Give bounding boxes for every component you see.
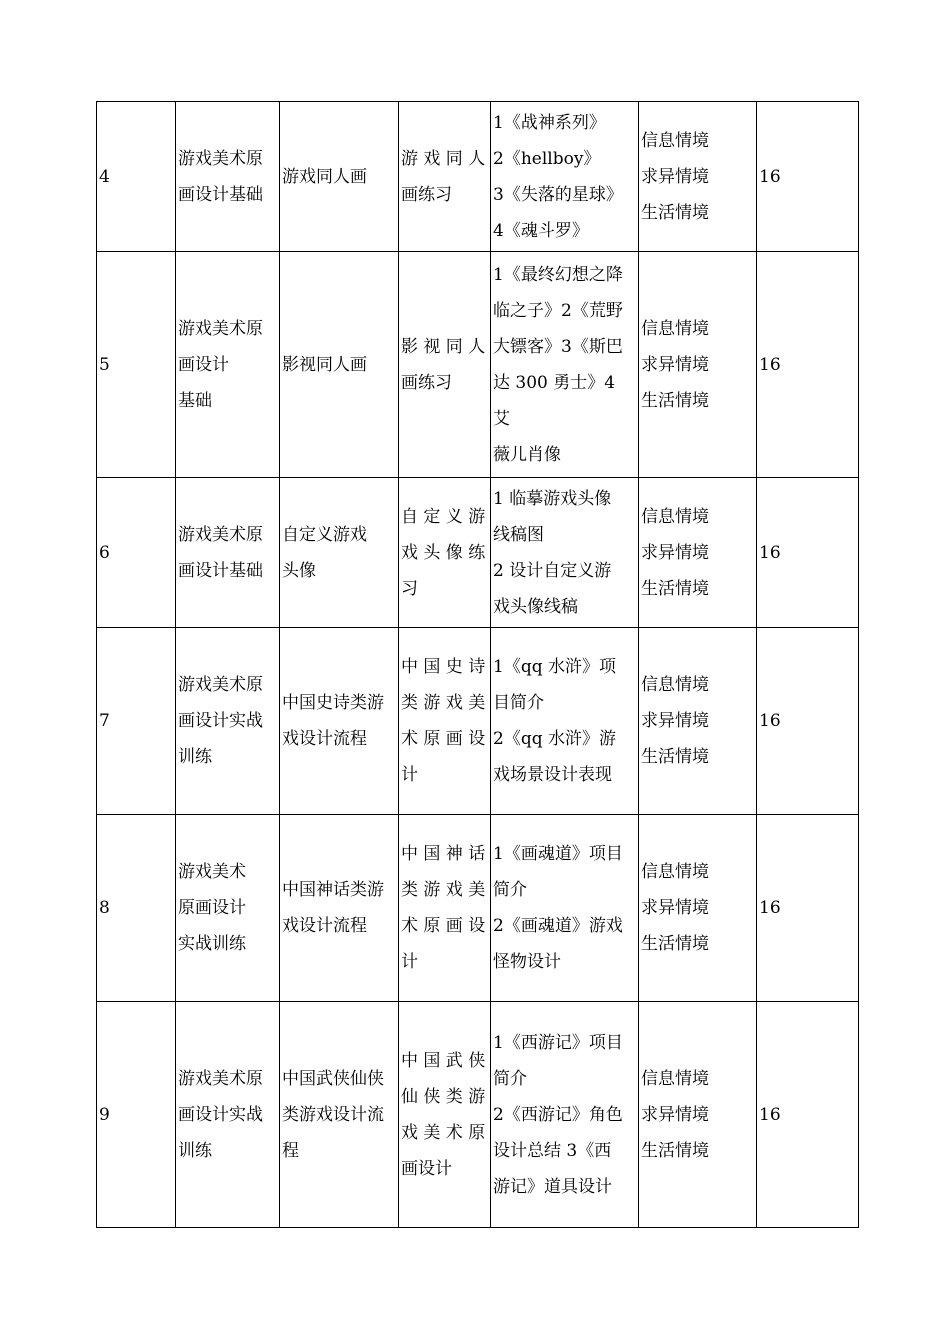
table-row bbox=[97, 252, 859, 478]
content-cell-line: 目简介 bbox=[493, 693, 544, 713]
context-cell-line: 生活情境 bbox=[641, 390, 709, 411]
topic-cell-line: 游戏同人画 bbox=[282, 166, 367, 187]
context-cell bbox=[639, 252, 757, 478]
practice-cell-line: 术 原 画 设 bbox=[401, 916, 486, 936]
context-cell-line: 生活情境 bbox=[641, 1140, 709, 1161]
practice-cell bbox=[399, 478, 491, 628]
table-row bbox=[97, 1002, 859, 1228]
content-cell-line: 临之子》2《荒野 bbox=[493, 300, 623, 321]
hours-cell: 16 bbox=[757, 815, 859, 1002]
context-cell-line: 生活情境 bbox=[641, 202, 709, 223]
topic-cell-line: 自定义游戏 bbox=[282, 524, 367, 545]
context-cell-line: 求异情境 bbox=[641, 1104, 709, 1125]
hours-cell: 16 bbox=[757, 102, 859, 252]
topic-cell-line: 中国神话类游 bbox=[282, 880, 384, 900]
practice-cell-line: 画练习 bbox=[401, 184, 452, 205]
row-number-cell: 5 bbox=[97, 252, 176, 478]
topic-cell bbox=[280, 102, 399, 252]
content-cell bbox=[491, 252, 639, 478]
practice-cell-line: 类 游 戏 美 bbox=[401, 693, 486, 713]
context-cell-line: 信息情境 bbox=[641, 862, 709, 882]
context-cell-line: 信息情境 bbox=[641, 130, 709, 151]
module-cell-line: 画设计实战 bbox=[178, 711, 263, 731]
hours-cell: 16 bbox=[757, 478, 859, 628]
table-row bbox=[97, 478, 859, 628]
practice-cell-line: 戏 美 术 原 bbox=[401, 1122, 486, 1143]
practice-cell-line: 计 bbox=[401, 952, 418, 972]
practice-cell-line: 画练习 bbox=[401, 372, 452, 393]
module-cell-line: 训练 bbox=[178, 1140, 212, 1161]
topic-cell-line: 头像 bbox=[282, 560, 316, 581]
module-cell-line: 游戏美术原 bbox=[178, 524, 263, 545]
practice-cell-line: 术 原 画 设 bbox=[401, 729, 486, 749]
course-schedule-table bbox=[96, 101, 859, 1228]
context-cell-line: 求异情境 bbox=[641, 166, 709, 187]
content-cell-line: 大镖客》3《斯巴 bbox=[493, 336, 623, 357]
content-cell bbox=[491, 628, 639, 815]
practice-cell-line: 中 国 史 诗 bbox=[401, 657, 486, 677]
content-cell-line: 4《魂斗罗》 bbox=[493, 220, 589, 241]
content-cell-line: 1《西游记》项目 bbox=[493, 1032, 623, 1053]
topic-cell bbox=[280, 478, 399, 628]
context-cell-line: 信息情境 bbox=[641, 1068, 709, 1089]
module-cell bbox=[176, 478, 280, 628]
practice-cell bbox=[399, 1002, 491, 1228]
table-row bbox=[97, 102, 859, 252]
content-cell-line: 达 300 勇士》4 艾 bbox=[493, 372, 616, 429]
practice-cell-line: 画设计 bbox=[401, 1158, 452, 1179]
practice-cell-line: 游 戏 同 人 bbox=[401, 148, 486, 169]
context-cell-line: 求异情境 bbox=[641, 354, 709, 375]
module-cell-line: 实战训练 bbox=[178, 934, 246, 954]
table-body bbox=[97, 102, 859, 1228]
module-cell bbox=[176, 815, 280, 1002]
row-number-cell: 7 bbox=[97, 628, 176, 815]
content-cell-line: 2《hellboy》 bbox=[493, 148, 601, 169]
module-cell-line: 画设计实战 bbox=[178, 1104, 263, 1125]
practice-cell bbox=[399, 102, 491, 252]
content-cell bbox=[491, 102, 639, 252]
context-cell bbox=[639, 102, 757, 252]
module-cell bbox=[176, 628, 280, 815]
module-cell-line: 画设计 bbox=[178, 354, 229, 375]
context-cell-line: 求异情境 bbox=[641, 542, 709, 563]
content-cell-line: 2 设计自定义游 bbox=[493, 560, 612, 581]
module-cell-line: 游戏美术 bbox=[178, 862, 246, 882]
practice-cell-line: 类 游 戏 美 bbox=[401, 880, 486, 900]
content-cell-line: 2《qq 水浒》游 bbox=[493, 729, 616, 749]
row-number-cell: 8 bbox=[97, 815, 176, 1002]
context-cell bbox=[639, 628, 757, 815]
module-cell bbox=[176, 102, 280, 252]
context-cell-line: 信息情境 bbox=[641, 506, 709, 527]
practice-cell-line: 中 国 神 话 bbox=[401, 844, 486, 864]
topic-cell bbox=[280, 628, 399, 815]
practice-cell-line: 影 视 同 人 bbox=[401, 336, 486, 357]
content-cell-line: 线稿图 bbox=[493, 524, 544, 545]
content-cell bbox=[491, 815, 639, 1002]
topic-cell-line: 戏设计流程 bbox=[282, 916, 367, 936]
topic-cell-line: 中国武侠仙侠 bbox=[282, 1068, 384, 1089]
content-cell-line: 2《画魂道》游戏 bbox=[493, 916, 623, 936]
practice-cell-line: 自 定 义 游 bbox=[401, 506, 486, 527]
context-cell-line: 求异情境 bbox=[641, 898, 709, 918]
content-cell-line: 1《qq 水浒》项 bbox=[493, 657, 616, 677]
practice-cell-line: 戏 头 像 练 bbox=[401, 542, 486, 563]
module-cell bbox=[176, 1002, 280, 1228]
topic-cell-line: 中国史诗类游 bbox=[282, 693, 384, 713]
practice-cell bbox=[399, 815, 491, 1002]
context-cell bbox=[639, 815, 757, 1002]
module-cell-line: 训练 bbox=[178, 747, 212, 767]
hours-cell: 16 bbox=[757, 252, 859, 478]
topic-cell-line: 类游戏设计流 bbox=[282, 1104, 384, 1125]
content-cell-line: 简介 bbox=[493, 1068, 527, 1089]
practice-cell-line: 中 国 武 侠 bbox=[401, 1050, 486, 1071]
content-cell-line: 1《画魂道》项目 bbox=[493, 844, 623, 864]
topic-cell bbox=[280, 252, 399, 478]
module-cell-line: 原画设计 bbox=[178, 898, 246, 918]
content-cell-line: 设计总结 3《西 bbox=[493, 1140, 612, 1161]
module-cell-line: 游戏美术原 bbox=[178, 1068, 263, 1089]
context-cell bbox=[639, 478, 757, 628]
context-cell-line: 求异情境 bbox=[641, 711, 709, 731]
context-cell bbox=[639, 1002, 757, 1228]
hours-cell: 16 bbox=[757, 1002, 859, 1228]
context-cell-line: 生活情境 bbox=[641, 747, 709, 767]
content-cell-line: 1 临摹游戏头像 bbox=[493, 488, 612, 509]
content-cell bbox=[491, 478, 639, 628]
module-cell-line: 游戏美术原 bbox=[178, 675, 263, 695]
content-cell-line: 薇儿肖像 bbox=[493, 444, 561, 465]
context-cell-line: 生活情境 bbox=[641, 934, 709, 954]
table-row bbox=[97, 815, 859, 1002]
practice-cell-line: 计 bbox=[401, 765, 418, 785]
module-cell-line: 游戏美术原 bbox=[178, 318, 263, 339]
context-cell-line: 信息情境 bbox=[641, 675, 709, 695]
practice-cell bbox=[399, 628, 491, 815]
topic-cell bbox=[280, 1002, 399, 1228]
practice-cell-line: 仙 侠 类 游 bbox=[401, 1086, 486, 1107]
table-row bbox=[97, 628, 859, 815]
module-cell-line: 画设计基础 bbox=[178, 184, 263, 205]
module-cell-line: 游戏美术原 bbox=[178, 148, 263, 169]
module-cell-line: 基础 bbox=[178, 390, 212, 411]
content-cell-line: 3《失落的星球》 bbox=[493, 184, 623, 205]
content-cell-line: 游记》道具设计 bbox=[493, 1176, 612, 1197]
module-cell bbox=[176, 252, 280, 478]
topic-cell-line: 影视同人画 bbox=[282, 354, 367, 375]
content-cell bbox=[491, 1002, 639, 1228]
practice-cell-line: 习 bbox=[401, 578, 418, 599]
content-cell-line: 怪物设计 bbox=[493, 952, 561, 972]
content-cell-line: 简介 bbox=[493, 880, 527, 900]
content-cell-line: 戏场景设计表现 bbox=[493, 765, 612, 785]
practice-cell bbox=[399, 252, 491, 478]
content-cell-line: 2《西游记》角色 bbox=[493, 1104, 623, 1125]
module-cell-line: 画设计基础 bbox=[178, 560, 263, 581]
row-number-cell: 9 bbox=[97, 1002, 176, 1228]
topic-cell-line: 戏设计流程 bbox=[282, 729, 367, 749]
context-cell-line: 生活情境 bbox=[641, 578, 709, 599]
context-cell-line: 信息情境 bbox=[641, 318, 709, 339]
topic-cell bbox=[280, 815, 399, 1002]
row-number-cell: 6 bbox=[97, 478, 176, 628]
hours-cell: 16 bbox=[757, 628, 859, 815]
content-cell-line: 1《战神系列》 bbox=[493, 112, 606, 133]
row-number-cell: 4 bbox=[97, 102, 176, 252]
content-cell-line: 戏头像线稿 bbox=[493, 596, 578, 617]
content-cell-line: 1《最终幻想之降 bbox=[493, 264, 623, 285]
topic-cell-line: 程 bbox=[282, 1140, 299, 1161]
